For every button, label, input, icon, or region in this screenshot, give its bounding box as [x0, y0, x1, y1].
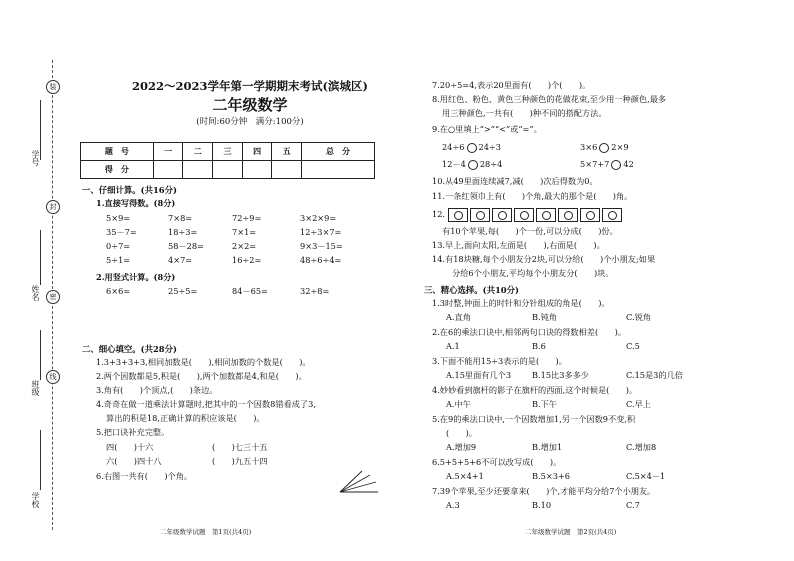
- s3-option[interactable]: B.增加1: [532, 442, 563, 452]
- apple-box-icon: [558, 208, 578, 222]
- r-q10: 10.从49里面连续减7,减( )次后得数为0。: [432, 176, 598, 186]
- oral-calc-item: 2×2=: [232, 241, 257, 251]
- oral-calc-item: 16÷2=: [232, 255, 262, 265]
- s2-q6: 6.右图一共有( )个角。: [96, 471, 193, 481]
- apple-box-icon: [492, 208, 512, 222]
- apple-box-icon: [580, 208, 600, 222]
- compare-circle[interactable]: [468, 160, 478, 170]
- s1-q2: 2.用竖式计算。(8分): [96, 272, 176, 282]
- oral-calc-item: 72÷9=: [232, 213, 262, 223]
- score-header-cell: 一: [153, 143, 183, 161]
- s3-option[interactable]: A.1: [446, 341, 460, 351]
- compare-4: [580, 159, 634, 170]
- score-table: [80, 142, 375, 179]
- s3-question-text: 1.3时整,钟面上的时针和分针组成的角是( )。: [432, 298, 610, 308]
- s3-option[interactable]: C.7: [626, 500, 640, 510]
- seal-char-3: 密: [46, 290, 60, 304]
- s3-option[interactable]: B.15比3多多少: [532, 370, 589, 380]
- apple-box-icon: [602, 208, 622, 222]
- compare-left: 5×7+7: [580, 159, 610, 169]
- s2-q4b: 算出的积是18,正确计算的积应该是( )。: [106, 413, 265, 423]
- s3-option[interactable]: B.6: [532, 341, 546, 351]
- score-cell[interactable]: [302, 161, 375, 179]
- section-1-heading: 一、仔细计算。(共16分): [82, 185, 177, 195]
- vertical-calc: 6×6=: [106, 286, 131, 296]
- oral-calc-item: 7×1=: [232, 227, 257, 237]
- rhyme-1b: ( )七三十五: [212, 442, 268, 452]
- r-q11: 11.一条红领巾上有( )个角,最大的那个是( )角。: [432, 191, 633, 201]
- score-header-cell: 题 号: [81, 143, 154, 161]
- exam-title: 2022～2023学年第一学期期末考试(滨城区): [132, 79, 368, 93]
- r-q9: 9.在○里填上“>”“<”或“=”。: [432, 124, 542, 134]
- compare-right: 28÷4: [479, 159, 503, 169]
- r-q14a: 14.有18块糖,每个小朋友分2块,可以分给( )个小朋友;如果: [432, 254, 656, 264]
- s3-option[interactable]: C.锐角: [626, 312, 651, 322]
- r-q7: 7.20÷5=4,表示20里面有( )个( )。: [432, 80, 591, 90]
- apple-box-icon: [448, 208, 468, 222]
- label-student-id: 学号: [31, 150, 40, 166]
- score-row-label: 得 分: [81, 161, 154, 179]
- s2-q5: 5.把口诀补充完整。: [96, 427, 170, 437]
- label-class: 班级: [31, 380, 40, 396]
- compare-2: [580, 142, 629, 153]
- s3-option[interactable]: B.下午: [532, 399, 557, 409]
- s3-question-text: 6.5+5+5+6不可以改写成( )。: [432, 457, 562, 467]
- s3-option[interactable]: A.直角: [446, 312, 471, 322]
- s3-question-text: 4.妙妙看到旗杆的影子在旗杆的西面,这个时候是( )。: [432, 385, 638, 395]
- compare-circle[interactable]: [467, 143, 477, 153]
- compare-circle[interactable]: [599, 143, 609, 153]
- score-cell[interactable]: [183, 161, 213, 179]
- score-header-cell: 总 分: [302, 143, 375, 161]
- score-header-cell: 三: [213, 143, 243, 161]
- label-school: 学校: [31, 492, 40, 508]
- vertical-calc: 32÷8=: [300, 286, 330, 296]
- s1-q1: 1.直接写得数。(8分): [96, 198, 176, 208]
- compare-right: 42: [623, 159, 634, 169]
- oral-calc-item: 48÷6÷4=: [300, 255, 342, 265]
- s3-option[interactable]: C.5×4－1: [626, 471, 666, 481]
- s2-q1: 1.3+3+3+3,相同加数是( ),相同加数的个数是( )。: [96, 357, 311, 367]
- compare-3: [442, 159, 502, 170]
- s3-option[interactable]: C.5: [626, 341, 640, 351]
- compare-left: 24÷6: [442, 142, 465, 152]
- s3-option[interactable]: A.5×4+1: [446, 471, 484, 481]
- vertical-calc: 25÷5=: [168, 286, 198, 296]
- exam-subject: 二年级数学: [212, 96, 288, 114]
- oral-calc-item: 58－28=: [168, 241, 204, 251]
- r-q14b: 分给6个小朋友,平均每个小朋友分( )块。: [452, 268, 614, 278]
- s3-question-text: 5.在9的乘法口诀中,一个因数增加1,另一个因数9不变,积: [432, 414, 636, 424]
- apple-box-icon: [470, 208, 490, 222]
- s3-question-text: 2.在6的乘法口诀中,相邻两句口诀的得数相差( )。: [432, 327, 626, 337]
- score-header-cell: 四: [242, 143, 272, 161]
- seal-char-1: 装: [46, 80, 60, 94]
- rhyme-1a: 四( )十六: [106, 442, 154, 452]
- oral-calc-item: 4×7=: [168, 255, 193, 265]
- r-q13: 13.早上,面向太阳,左面是( ),右面是( )。: [432, 240, 605, 250]
- r-q12: [432, 208, 624, 222]
- footer-left: 二年级数学试题 第1页(共4页): [160, 528, 252, 536]
- r-q12-label: 12.: [432, 209, 446, 219]
- s3-option[interactable]: A.15里面有几个3: [446, 370, 512, 380]
- oral-calc-item: 9×3－15=: [300, 241, 343, 251]
- compare-1: [442, 142, 501, 153]
- score-cell[interactable]: [213, 161, 243, 179]
- s3-option[interactable]: A.增加9: [446, 442, 477, 452]
- class-line[interactable]: [40, 330, 41, 380]
- s2-q2: 2.两个因数都是5,积是( ),两个加数都是4,和是( )。: [96, 371, 307, 381]
- s3-option[interactable]: B.钝角: [532, 312, 557, 322]
- oral-calc-item: 0÷7=: [106, 241, 131, 251]
- rhyme-2b: ( )九五十四: [212, 456, 268, 466]
- score-header-cell: 五: [272, 143, 302, 161]
- compare-left: 12－4: [442, 159, 466, 169]
- student-id-line[interactable]: [40, 100, 41, 160]
- footer-right: 二年级数学试题 第2页(共4页): [525, 528, 617, 536]
- oral-calc-item: 18÷3=: [168, 227, 198, 237]
- label-name: 姓名: [31, 285, 40, 301]
- score-cell[interactable]: [272, 161, 302, 179]
- s3-option[interactable]: C.增加8: [626, 442, 657, 452]
- r-q12b: 有10个苹果,每( )个一份,可以分成( )份。: [442, 226, 618, 236]
- name-line[interactable]: [40, 230, 41, 285]
- s3-question-text: 7.39个苹果,至少还要拿来( )个,才能平均分给7个小朋友。: [432, 486, 656, 496]
- oral-calc-item: 35－7=: [106, 227, 137, 237]
- s3-option[interactable]: A.3: [446, 500, 460, 510]
- compare-right: 24÷3: [478, 142, 501, 152]
- rhyme-2a: 六( )四十八: [106, 456, 162, 466]
- s3-option[interactable]: C.早上: [626, 399, 651, 409]
- s3-option[interactable]: B.10: [532, 500, 552, 510]
- compare-right: 2×9: [611, 142, 629, 152]
- apple-box-icon: [514, 208, 534, 222]
- s3-option[interactable]: B.5×3+6: [532, 471, 570, 481]
- s3-option[interactable]: A.中午: [446, 399, 471, 409]
- oral-calc-item: 12÷3×7=: [300, 227, 342, 237]
- s2-q4a: 4.奇奇在做一道乘法计算题时,把其中的一个因数8错看成了3,: [96, 399, 316, 409]
- s3-question-text: ( )。: [446, 428, 477, 438]
- oral-calc-item: 5×9=: [106, 213, 131, 223]
- r-q8b: 用三种颜色,一共有( )种不同的搭配方法。: [442, 108, 607, 118]
- school-line[interactable]: [40, 430, 41, 490]
- oral-calc-item: 3×2×9=: [300, 213, 337, 223]
- exam-info: (时间:60分钟 满分:100分): [196, 117, 304, 127]
- seal-char-2: 封: [46, 200, 60, 214]
- score-cell[interactable]: [153, 161, 183, 179]
- apple-box-icon: [536, 208, 556, 222]
- s3-question-text: 3.下面不能用15÷3表示的是( )。: [432, 356, 567, 366]
- s2-q3: 3.角有( )个顶点,( )条边。: [96, 385, 218, 395]
- oral-calc-item: 7×8=: [168, 213, 193, 223]
- score-header-cell: 二: [183, 143, 213, 161]
- compare-circle[interactable]: [611, 160, 621, 170]
- oral-calc-item: 5÷1=: [106, 255, 131, 265]
- s3-option[interactable]: C.15是3的几倍: [626, 370, 683, 380]
- section-3-heading: 三、精心选择。(共10分): [424, 285, 519, 295]
- angle-figure: [336, 470, 380, 496]
- section-2-heading: 二、细心填空。(共28分): [82, 344, 177, 354]
- seal-char-4: 线: [46, 370, 60, 384]
- score-cell[interactable]: [242, 161, 272, 179]
- vertical-calc: 84－65=: [232, 286, 268, 296]
- compare-left: 3×6: [580, 142, 598, 152]
- r-q8a: 8.用红色、粉色、黄色三种颜色的花做花束,至少用一种颜色,最多: [432, 94, 667, 104]
